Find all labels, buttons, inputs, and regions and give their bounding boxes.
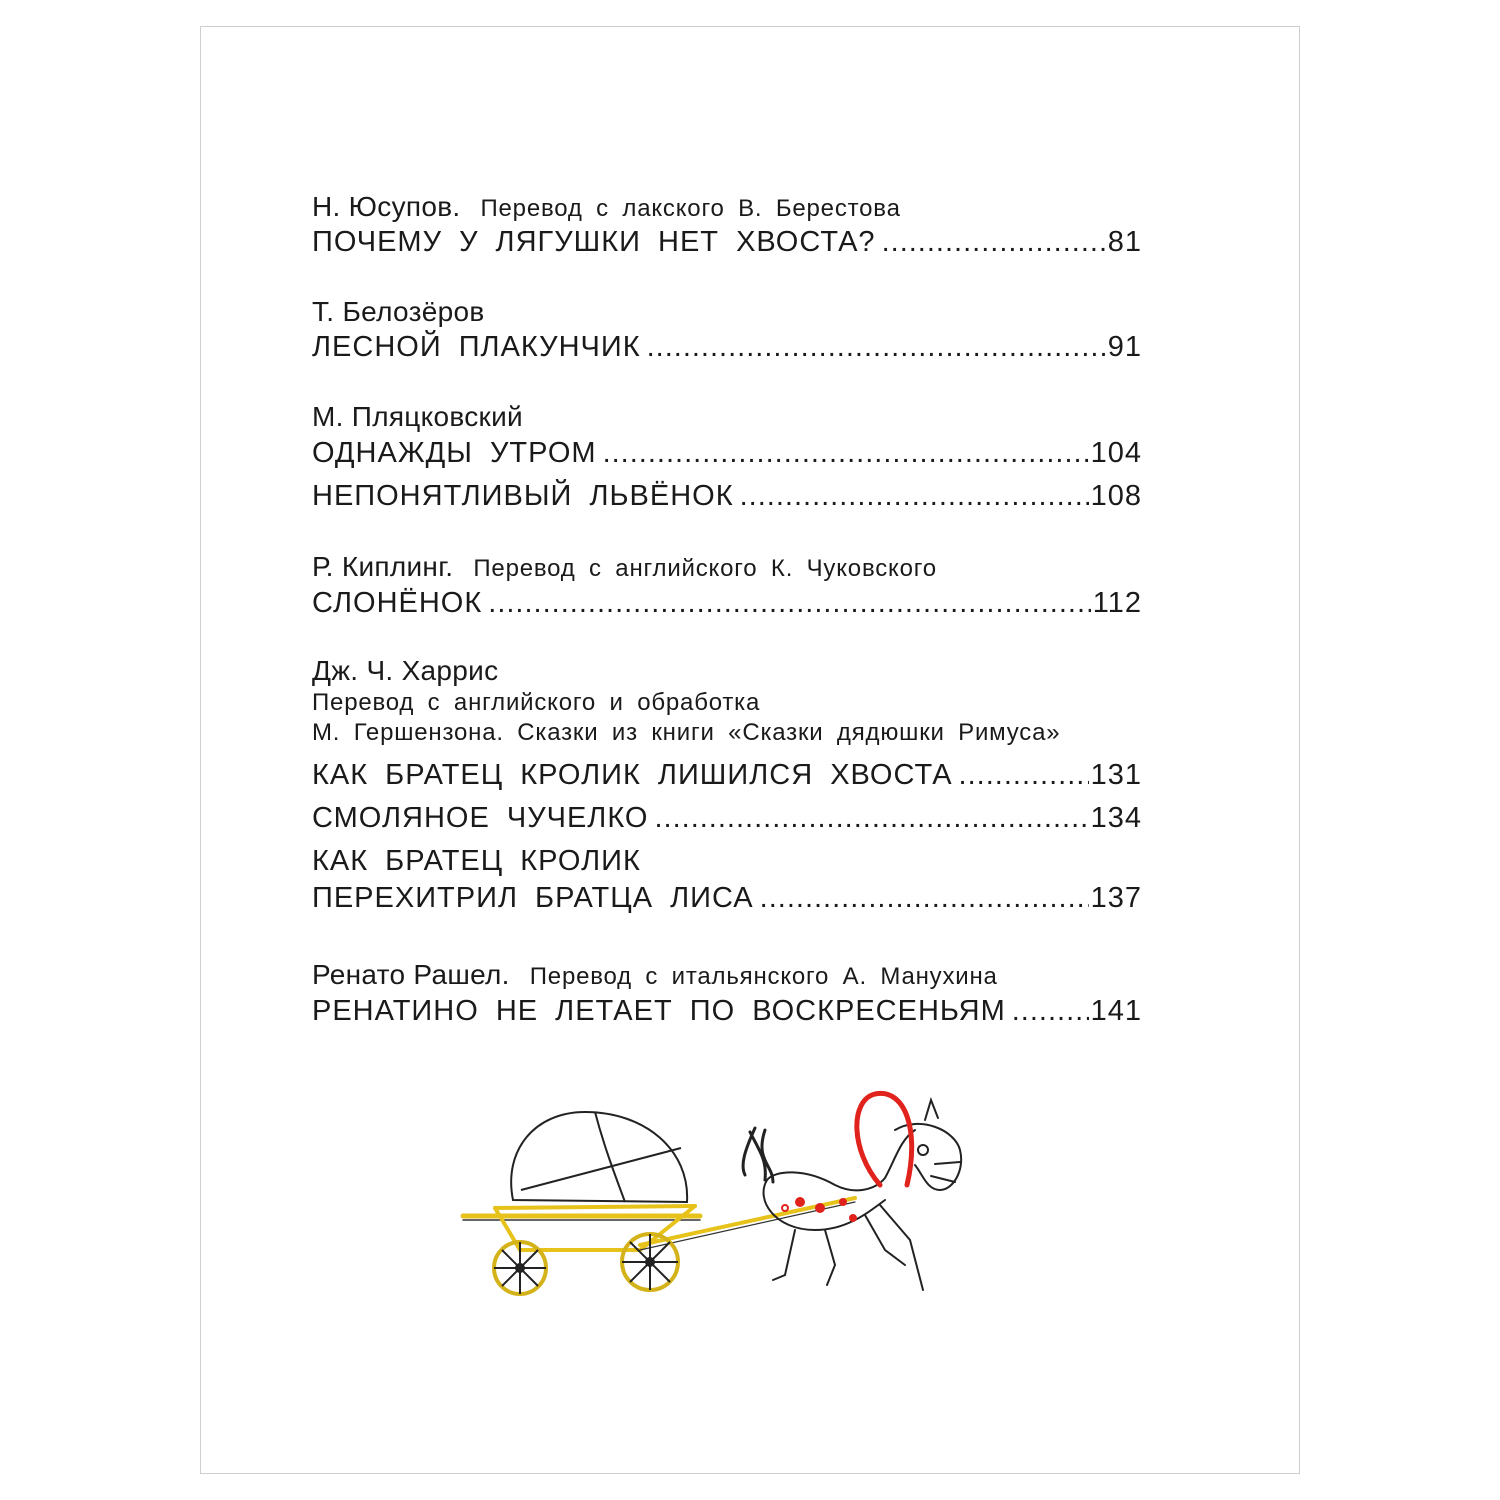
dot-leader [959, 761, 1089, 790]
horse-icon [743, 1100, 961, 1290]
dot-leader [1012, 997, 1089, 1026]
toc-entry[interactable] [312, 589, 1142, 618]
translator-note: Перевод с английского К. Чуковского [473, 555, 937, 582]
toc-entry[interactable] [312, 439, 1142, 468]
entry-title: ОДНАЖДЫ УТРОМ [312, 437, 597, 469]
author-name: Р. Киплинг. [312, 551, 454, 582]
dot-leader [603, 439, 1089, 468]
dot-leader [654, 804, 1088, 833]
ball-shape [511, 1112, 687, 1202]
toc-entry[interactable] [312, 228, 1142, 257]
translator-note: М. Гершензона. Сказки из книги «Сказки дядюшки Римуса» [312, 719, 1061, 746]
toc-entry[interactable] [312, 333, 1142, 362]
entry-title: ПОЧЕМУ У ЛЯГУШКИ НЕТ ХВОСТА? [312, 226, 876, 258]
translator-note: Перевод с английского и обработка [312, 689, 761, 716]
author-name: Н. Юсупов. [312, 191, 461, 222]
author-name: Т. Белозёров [312, 296, 485, 327]
toc-entry[interactable] [312, 804, 1142, 833]
page-number: 137 [1090, 882, 1142, 914]
dot-leader [647, 333, 1106, 362]
wheel-icon [494, 1234, 678, 1294]
toc-entry[interactable] [312, 761, 1142, 790]
entry-title: ЛЕСНОЙ ПЛАКУНЧИК [312, 331, 641, 363]
entry-title: КАК БРАТЕЦ КРОЛИК ЛИШИЛСЯ ХВОСТА [312, 759, 953, 791]
entry-title[interactable]: КАК БРАТЕЦ КРОЛИК [312, 845, 641, 877]
page-number: 91 [1107, 331, 1142, 363]
page-number: 131 [1090, 759, 1142, 791]
author-name: Ренато Рашел. [312, 959, 510, 990]
dot-leader [740, 482, 1089, 511]
author-line [312, 657, 1142, 685]
author-name: Дж. Ч. Харрис [312, 655, 499, 686]
page-number: 108 [1090, 480, 1142, 512]
hoop-icon [857, 1093, 912, 1185]
author-line [312, 193, 1142, 221]
author-line [312, 961, 1142, 989]
entry-title: СЛОНЁНОК [312, 587, 483, 619]
dot-leader [488, 589, 1091, 618]
author-line [312, 553, 1142, 581]
dot-leader [760, 884, 1089, 913]
toc-entry[interactable] [312, 884, 1142, 913]
entry-title: НЕПОНЯТЛИВЫЙ ЛЬВЁНОК [312, 480, 734, 512]
page-number: 104 [1090, 437, 1142, 469]
page-number: 134 [1090, 802, 1142, 834]
toc-entry[interactable] [312, 482, 1142, 511]
page-number: 141 [1090, 995, 1142, 1027]
author-line [312, 403, 1142, 431]
dot-leader [882, 228, 1106, 257]
horse-cart-illustration [455, 1090, 975, 1320]
entry-title: СМОЛЯНОЕ ЧУЧЕЛКО [312, 802, 649, 834]
translator-note: Перевод с лакского В. Берестова [480, 195, 901, 222]
author-name: М. Пляцковский [312, 401, 523, 432]
entry-title: ПЕРЕХИТРИЛ БРАТЦА ЛИСА [312, 882, 754, 914]
entry-title: РЕНАТИНО НЕ ЛЕТАЕТ ПО ВОСКРЕСЕНЬЯМ [312, 995, 1006, 1027]
author-line [312, 298, 1142, 326]
toc-entry[interactable] [312, 997, 1142, 1026]
page-number: 81 [1107, 226, 1142, 258]
page-number: 112 [1092, 587, 1142, 619]
translator-note: Перевод с итальянского А. Манухина [529, 963, 998, 990]
